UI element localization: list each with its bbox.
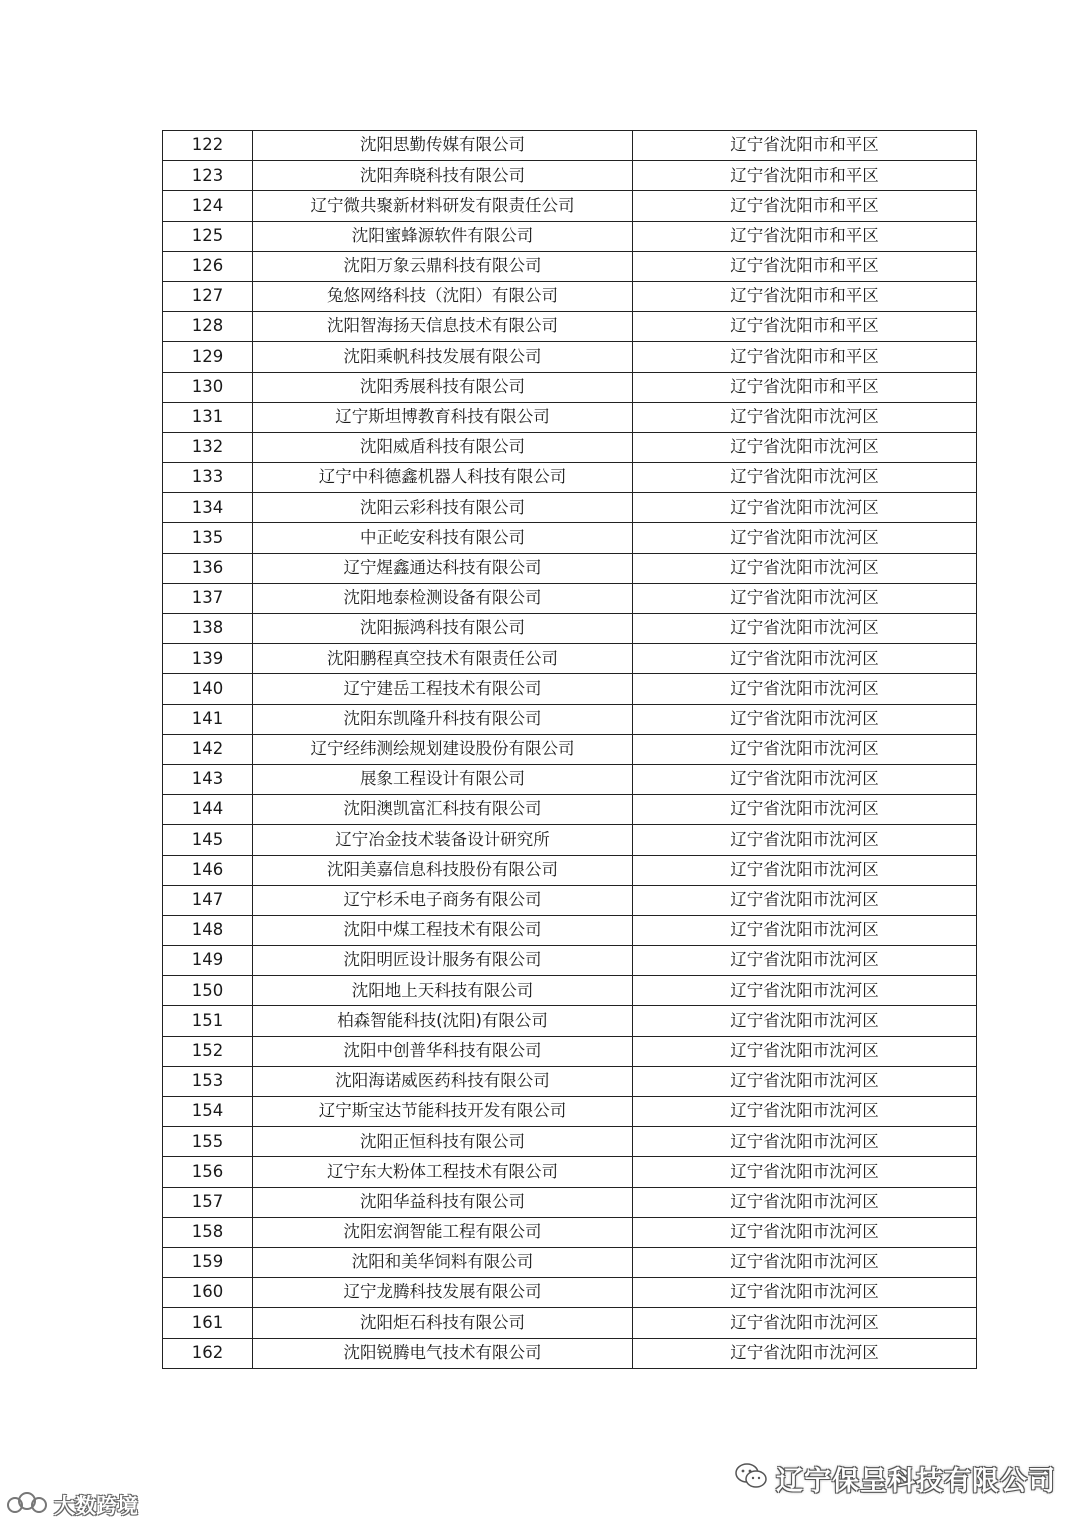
company-region: 辽宁省沈阳市沈河区: [633, 432, 977, 462]
table-row: [163, 131, 977, 161]
table-row: [163, 946, 977, 976]
row-number: 135: [163, 523, 253, 553]
row-number: 132: [163, 432, 253, 462]
row-number: 153: [163, 1066, 253, 1096]
company-region: 辽宁省沈阳市沈河区: [633, 915, 977, 945]
company-region: 辽宁省沈阳市沈河区: [633, 1338, 977, 1368]
row-number: 126: [163, 251, 253, 281]
company-name: 沈阳乘帆科技发展有限公司: [253, 342, 633, 372]
row-number: 159: [163, 1247, 253, 1277]
company-region: 辽宁省沈阳市沈河区: [633, 1217, 977, 1247]
row-number: 162: [163, 1338, 253, 1368]
company-region: 辽宁省沈阳市沈河区: [633, 1127, 977, 1157]
table-row: [163, 523, 977, 553]
table-row: [163, 161, 977, 191]
company-name: 沈阳中煤工程技术有限公司: [253, 915, 633, 945]
company-name: 沈阳中创普华科技有限公司: [253, 1036, 633, 1066]
company-name: 展象工程设计有限公司: [253, 764, 633, 794]
row-number: 122: [163, 131, 253, 161]
row-number: 137: [163, 583, 253, 613]
row-number: 123: [163, 161, 253, 191]
company-region: 辽宁省沈阳市沈河区: [633, 825, 977, 855]
company-region: 辽宁省沈阳市沈河区: [633, 1308, 977, 1338]
row-number: 160: [163, 1278, 253, 1308]
table-row: [163, 463, 977, 493]
table-row: [163, 1097, 977, 1127]
company-name: 沈阳海诺威医药科技有限公司: [253, 1066, 633, 1096]
company-region: 辽宁省沈阳市和平区: [633, 251, 977, 281]
company-region: 辽宁省沈阳市沈河区: [633, 1247, 977, 1277]
row-number: 149: [163, 946, 253, 976]
company-name: 沈阳正恒科技有限公司: [253, 1127, 633, 1157]
wechat-icon: [734, 1461, 768, 1495]
company-name: 沈阳地泰检测设备有限公司: [253, 583, 633, 613]
row-number: 138: [163, 614, 253, 644]
watermark-right: [734, 1458, 1056, 1498]
company-region: 辽宁省沈阳市沈河区: [633, 764, 977, 794]
row-number: 143: [163, 764, 253, 794]
company-name: 沈阳锐腾电气技术有限公司: [253, 1338, 633, 1368]
row-number: 145: [163, 825, 253, 855]
row-number: 130: [163, 372, 253, 402]
company-region: 辽宁省沈阳市和平区: [633, 131, 977, 161]
company-name: 沈阳华益科技有限公司: [253, 1187, 633, 1217]
company-region: 辽宁省沈阳市和平区: [633, 372, 977, 402]
row-number: 127: [163, 281, 253, 311]
company-region: 辽宁省沈阳市沈河区: [633, 614, 977, 644]
company-region: 辽宁省沈阳市沈河区: [633, 523, 977, 553]
table-row: [163, 1308, 977, 1338]
table-row: [163, 1338, 977, 1368]
row-number: 148: [163, 915, 253, 945]
company-name: 辽宁建岳工程技术有限公司: [253, 674, 633, 704]
row-number: 134: [163, 493, 253, 523]
company-region: 辽宁省沈阳市沈河区: [633, 1066, 977, 1096]
company-region: 辽宁省沈阳市和平区: [633, 342, 977, 372]
company-name: 沈阳蜜蜂源软件有限公司: [253, 221, 633, 251]
company-name: 沈阳美嘉信息科技股份有限公司: [253, 855, 633, 885]
table-row: [163, 191, 977, 221]
row-number: 152: [163, 1036, 253, 1066]
company-name: 沈阳鹏程真空技术有限责任公司: [253, 644, 633, 674]
company-region: 辽宁省沈阳市和平区: [633, 281, 977, 311]
table-row: [163, 312, 977, 342]
row-number: 156: [163, 1157, 253, 1187]
company-region: 辽宁省沈阳市沈河区: [633, 1187, 977, 1217]
row-number: 131: [163, 402, 253, 432]
row-number: 125: [163, 221, 253, 251]
table-row: [163, 1127, 977, 1157]
company-region: 辽宁省沈阳市沈河区: [633, 644, 977, 674]
company-region: 辽宁省沈阳市沈河区: [633, 674, 977, 704]
company-name: 沈阳奔晓科技有限公司: [253, 161, 633, 191]
company-name: 沈阳和美华饲料有限公司: [253, 1247, 633, 1277]
company-table: [162, 130, 977, 1369]
company-region: 辽宁省沈阳市沈河区: [633, 1157, 977, 1187]
company-name: 沈阳秀展科技有限公司: [253, 372, 633, 402]
watermark-company-name: 辽宁保呈科技有限公司: [776, 1465, 1056, 1497]
company-name: 沈阳炬石科技有限公司: [253, 1308, 633, 1338]
row-number: 129: [163, 342, 253, 372]
company-region: 辽宁省沈阳市沈河区: [633, 976, 977, 1006]
row-number: 140: [163, 674, 253, 704]
company-name: 辽宁龙腾科技发展有限公司: [253, 1278, 633, 1308]
company-region: 辽宁省沈阳市沈河区: [633, 402, 977, 432]
table-row: [163, 795, 977, 825]
table-row: [163, 704, 977, 734]
company-name: 沈阳地上天科技有限公司: [253, 976, 633, 1006]
company-region: 辽宁省沈阳市和平区: [633, 221, 977, 251]
row-number: 147: [163, 885, 253, 915]
company-region: 辽宁省沈阳市沈河区: [633, 463, 977, 493]
company-name: 沈阳澳凯富汇科技有限公司: [253, 795, 633, 825]
row-number: 154: [163, 1097, 253, 1127]
company-region: 辽宁省沈阳市沈河区: [633, 734, 977, 764]
table-row: [163, 674, 977, 704]
company-name: 辽宁斯宝达节能科技开发有限公司: [253, 1097, 633, 1127]
company-region: 辽宁省沈阳市沈河区: [633, 583, 977, 613]
company-name: 柏森智能科技(沈阳)有限公司: [253, 1006, 633, 1036]
company-name: 沈阳智海扬天信息技术有限公司: [253, 312, 633, 342]
row-number: 161: [163, 1308, 253, 1338]
company-region: 辽宁省沈阳市和平区: [633, 161, 977, 191]
table-row: [163, 825, 977, 855]
table-row: [163, 855, 977, 885]
table-body: [163, 131, 977, 1369]
company-region: 辽宁省沈阳市沈河区: [633, 885, 977, 915]
table-row: [163, 342, 977, 372]
company-name: 辽宁煋鑫通达科技有限公司: [253, 553, 633, 583]
company-name: 辽宁经纬测绘规划建设股份有限公司: [253, 734, 633, 764]
company-name: 辽宁冶金技术装备设计研究所: [253, 825, 633, 855]
row-number: 155: [163, 1127, 253, 1157]
row-number: 157: [163, 1187, 253, 1217]
table-row: [163, 1006, 977, 1036]
table-row: [163, 1247, 977, 1277]
table-row: [163, 1036, 977, 1066]
company-name: 沈阳云彩科技有限公司: [253, 493, 633, 523]
table-row: [163, 553, 977, 583]
table-row: [163, 583, 977, 613]
table-row: [163, 915, 977, 945]
row-number: 133: [163, 463, 253, 493]
company-name: 沈阳明匠设计服务有限公司: [253, 946, 633, 976]
row-number: 136: [163, 553, 253, 583]
company-name: 辽宁斯坦博教育科技有限公司: [253, 402, 633, 432]
company-name: 沈阳万象云鼎科技有限公司: [253, 251, 633, 281]
row-number: 142: [163, 734, 253, 764]
table-row: [163, 251, 977, 281]
company-name: 辽宁微共聚新材料研发有限责任公司: [253, 191, 633, 221]
company-name: 沈阳威盾科技有限公司: [253, 432, 633, 462]
company-name: 沈阳宏润智能工程有限公司: [253, 1217, 633, 1247]
row-number: 124: [163, 191, 253, 221]
company-region: 辽宁省沈阳市沈河区: [633, 946, 977, 976]
table-row: [163, 885, 977, 915]
row-number: 144: [163, 795, 253, 825]
row-number: 151: [163, 1006, 253, 1036]
company-region: 辽宁省沈阳市沈河区: [633, 1036, 977, 1066]
row-number: 146: [163, 855, 253, 885]
company-region: 辽宁省沈阳市沈河区: [633, 1097, 977, 1127]
watermark-left: [6, 1488, 138, 1522]
row-number: 141: [163, 704, 253, 734]
table-row: [163, 1278, 977, 1308]
table-row: [163, 734, 977, 764]
company-region: 辽宁省沈阳市沈河区: [633, 553, 977, 583]
table-row: [163, 764, 977, 794]
table-row: [163, 614, 977, 644]
row-number: 128: [163, 312, 253, 342]
company-region: 辽宁省沈阳市沈河区: [633, 1006, 977, 1036]
table-row: [163, 221, 977, 251]
cloud-logo-icon: [6, 1489, 50, 1521]
table-row: [163, 644, 977, 674]
company-name: 辽宁杉禾电子商务有限公司: [253, 885, 633, 915]
table-row: [163, 976, 977, 1006]
table-row: [163, 372, 977, 402]
table-row: [163, 432, 977, 462]
table-row: [163, 281, 977, 311]
table-row: [163, 1217, 977, 1247]
table-row: [163, 402, 977, 432]
company-name: 兔悠网络科技（沈阳）有限公司: [253, 281, 633, 311]
company-region: 辽宁省沈阳市沈河区: [633, 855, 977, 885]
company-region: 辽宁省沈阳市和平区: [633, 312, 977, 342]
watermark-brand: 大数跨境: [54, 1494, 138, 1518]
table-row: [163, 1157, 977, 1187]
row-number: 139: [163, 644, 253, 674]
row-number: 150: [163, 976, 253, 1006]
company-region: 辽宁省沈阳市沈河区: [633, 795, 977, 825]
table-row: [163, 1066, 977, 1096]
table-row: [163, 493, 977, 523]
company-name: 中正屹安科技有限公司: [253, 523, 633, 553]
company-region: 辽宁省沈阳市沈河区: [633, 704, 977, 734]
company-name: 沈阳东凯隆升科技有限公司: [253, 704, 633, 734]
company-name: 沈阳振鸿科技有限公司: [253, 614, 633, 644]
company-region: 辽宁省沈阳市沈河区: [633, 1278, 977, 1308]
company-name: 辽宁东大粉体工程技术有限公司: [253, 1157, 633, 1187]
company-name: 沈阳思勤传媒有限公司: [253, 131, 633, 161]
company-name: 辽宁中科德鑫机器人科技有限公司: [253, 463, 633, 493]
row-number: 158: [163, 1217, 253, 1247]
company-region: 辽宁省沈阳市和平区: [633, 191, 977, 221]
company-region: 辽宁省沈阳市沈河区: [633, 493, 977, 523]
table-row: [163, 1187, 977, 1217]
